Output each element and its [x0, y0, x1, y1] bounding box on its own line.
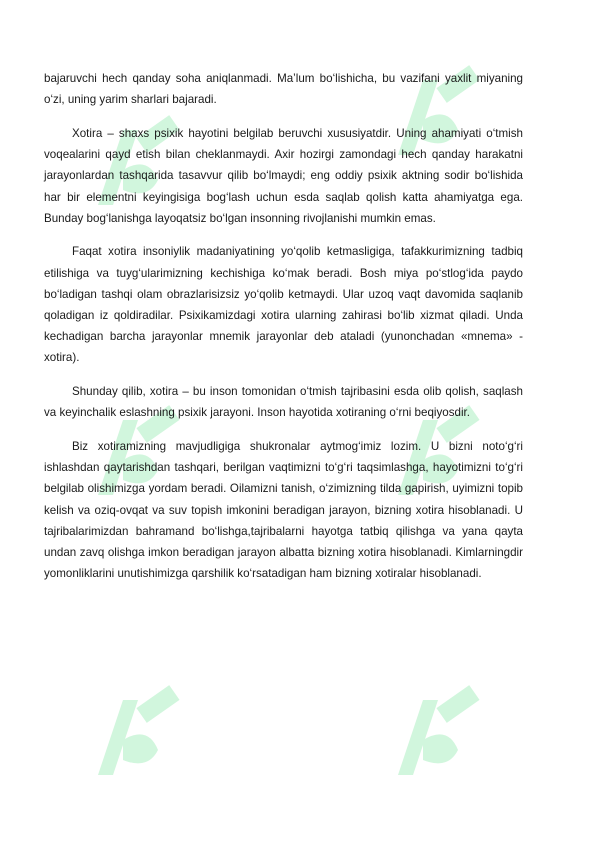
paragraph-3: Faqat xotira insoniylik madaniyatining yo‘qolib ketmasligiga, tafakkurimizning tadbiq etilishiga va tuyg‘ularimizning kechishiga ko‘mak beradi. Bosh miya po‘stlog‘ida paydo bo‘ladigan tashqi olam obrazlarisizsiz yo‘qolib ketmaydi. Ular uzoq vaqt davomida saqlanib qoladigan iz qoldiradilar. Psixikamizdagi xotira ularning zahirasi bo‘lib xizmat qiladi. Unda kechadigan barcha jarayonlar mnemik jarayonlar deb ataladi (yunonchadan «mnema» - xotira).: [44, 245, 523, 365]
watermark-logo-icon: [378, 680, 488, 790]
paragraph-2: Xotira – shaxs psixik hayotini belgilab beruvchi xususiyatdir. Uning ahamiyati o‘tmish voqealarini qayd etish bilan cheklanmaydi. Axir hozirgi zamondagi hech qanday harakatni jarayonlardan tashqarida tasavvur qilib bo‘lmaydi; eng oddiy psixik aktning sodir bo‘lishida har bir elementni keyingisiga bog‘lash uchun esda saqlab qolish katta ahamiyatga ega. Bunday bog‘lanishga layoqatsiz bo‘lgan insonning rivojlanishi mumkin emas.: [44, 126, 523, 225]
paragraph-5: Biz xotiramizning mavjudligiga shukronalar aytmog‘imiz lozim. U bizni noto‘g‘ri ishlashdan qaytarishdan tashqari, berilgan vaqtimizni to‘g‘ri taqsimlashga, hayotimizni to‘g‘ri belgilab olishimizga yordam beradi. Oilamizni tanish, o‘zimizning tilda gapirish, uyimizni topib kelish va oziq-ovqat va suv topish imkonini beradigan jarayon, bizning xotira hisoblanadi. U tajribalarimizdan bahramand bo‘lishga,tajribalarni hayotga tatbiq qilishga va yana qayta undan zavq olishga imkon beradigan jarayon albatta bizning xotira hisoblanadi. Kimlarningdir yomonliklarini unutishimizga qarshilik ko‘rsatadigan ham bizning xotiralar hisoblanadi.: [44, 440, 523, 581]
watermark-logo-icon: [78, 680, 188, 790]
paragraph-1: bajaruvchi hech qanday soha aniqlanmadi. Ma’lum bo‘lishicha, bu vazifani yaxlit miyaning o‘zi, uning yarim sharlari bajaradi.: [44, 72, 523, 107]
paragraph-4: Shunday qilib, xotira – bu inson tomonidan o‘tmish tajribasini esda olib qolish, saqlash va keyinchalik eslashning psixik jarayoni. Inson hayotida xotiraning o‘rni beqiyosdir.: [44, 385, 523, 420]
body-text: [44, 68, 523, 597]
